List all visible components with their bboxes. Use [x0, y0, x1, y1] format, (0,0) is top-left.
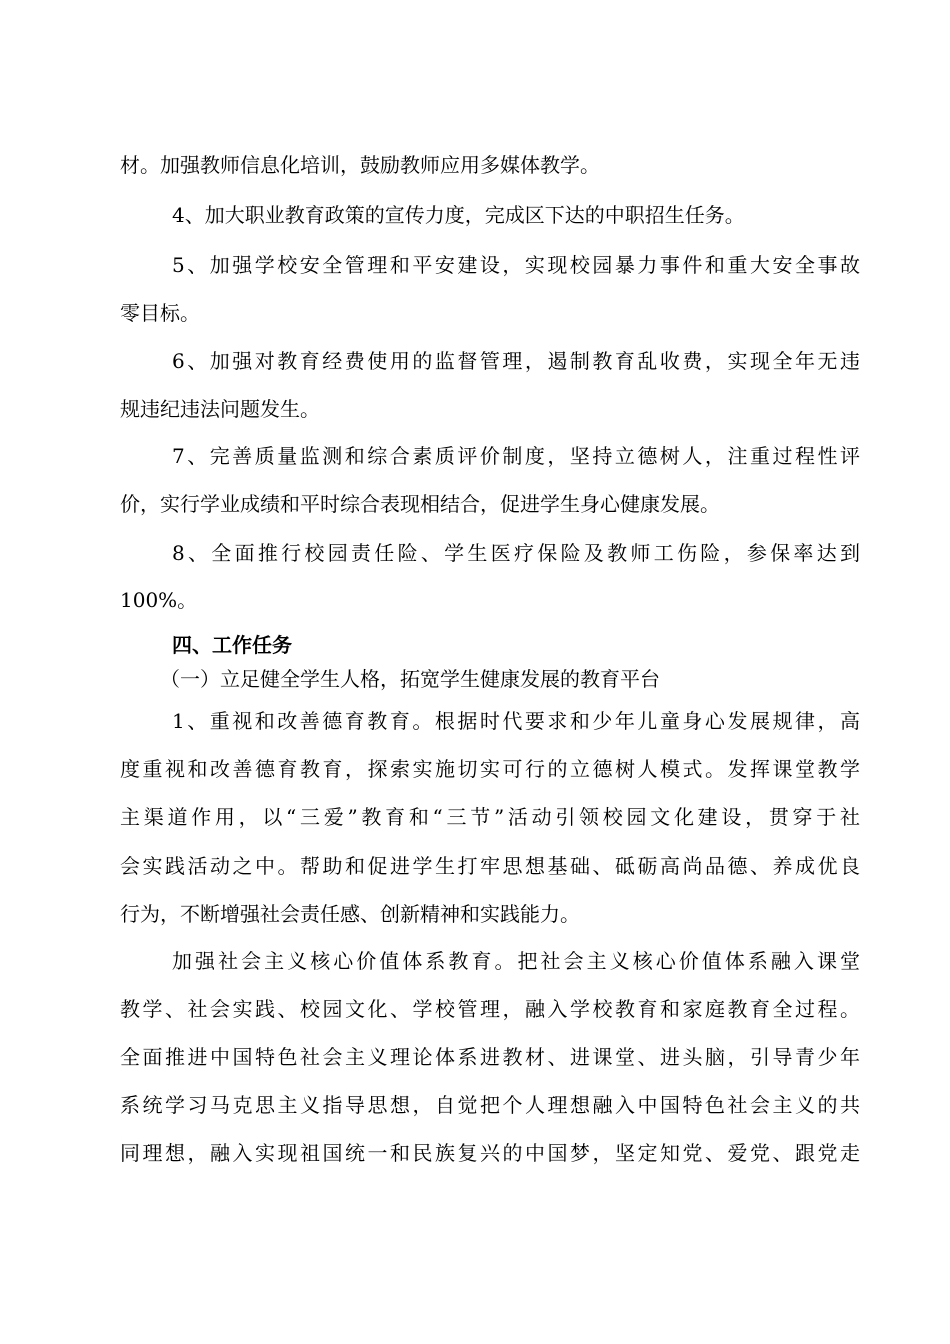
text-line: 5、加强学校安全管理和平安建设，实现校园暴力事件和重大安全事故: [172, 253, 860, 277]
text-line: 系统学习马克思主义指导思想，自觉把个人理想融入中国特色社会主义的共: [120, 1093, 860, 1117]
text-line: 会实践活动之中。帮助和促进学生打牢思想基础、砥砺高尚品德、养成优良: [120, 854, 860, 878]
text-line: 1、重视和改善德育教育。根据时代要求和少年儿童身心发展规律，高: [172, 709, 860, 733]
text-line: 零目标。: [120, 301, 200, 325]
text-line: 度重视和改善德育教育，探索实施切实可行的立德树人模式。发挥课堂教学: [120, 757, 860, 781]
section-heading: 四、工作任务: [172, 633, 292, 657]
text-line: 行为，不断增强社会责任感、创新精神和实践能力。: [120, 902, 580, 926]
text-line: 加强社会主义核心价值体系教育。把社会主义核心价值体系融入课堂: [172, 949, 860, 973]
text-line: 价，实行学业成绩和平时综合表现相结合，促进学生身心健康发展。: [120, 492, 720, 516]
text-line: 7、完善质量监测和综合素质评价制度，坚持立德树人，注重过程性评: [172, 444, 860, 468]
text-line: 100%。: [120, 588, 198, 612]
text-line: 材。加强教师信息化培训，鼓励教师应用多媒体教学。: [120, 153, 600, 177]
text-line: 8、全面推行校园责任险、学生医疗保险及教师工伤险，参保率达到: [172, 541, 860, 565]
text-line: 全面推进中国特色社会主义理论体系进教材、进课堂、进头脑，引导青少年: [120, 1045, 860, 1069]
text-line: 教学、社会实践、校园文化、学校管理，融入学校教育和家庭教育全过程。: [120, 997, 860, 1021]
text-line: 主渠道作用，以“三爱”教育和“三节”活动引领校园文化建设，贯穿于社: [120, 805, 860, 829]
text-line: 6、加强对教育经费使用的监督管理，遏制教育乱收费，实现全年无违: [172, 349, 860, 373]
subsection-heading: （一）立足健全学生人格，拓宽学生健康发展的教育平台: [160, 667, 660, 691]
text-line: 4、加大职业教育政策的宣传力度，完成区下达的中职招生任务。: [172, 203, 745, 227]
text-line: 规违纪违法问题发生。: [120, 397, 320, 421]
text-line: 同理想，融入实现祖国统一和民族复兴的中国梦，坚定知党、爱党、跟党走: [120, 1141, 860, 1165]
